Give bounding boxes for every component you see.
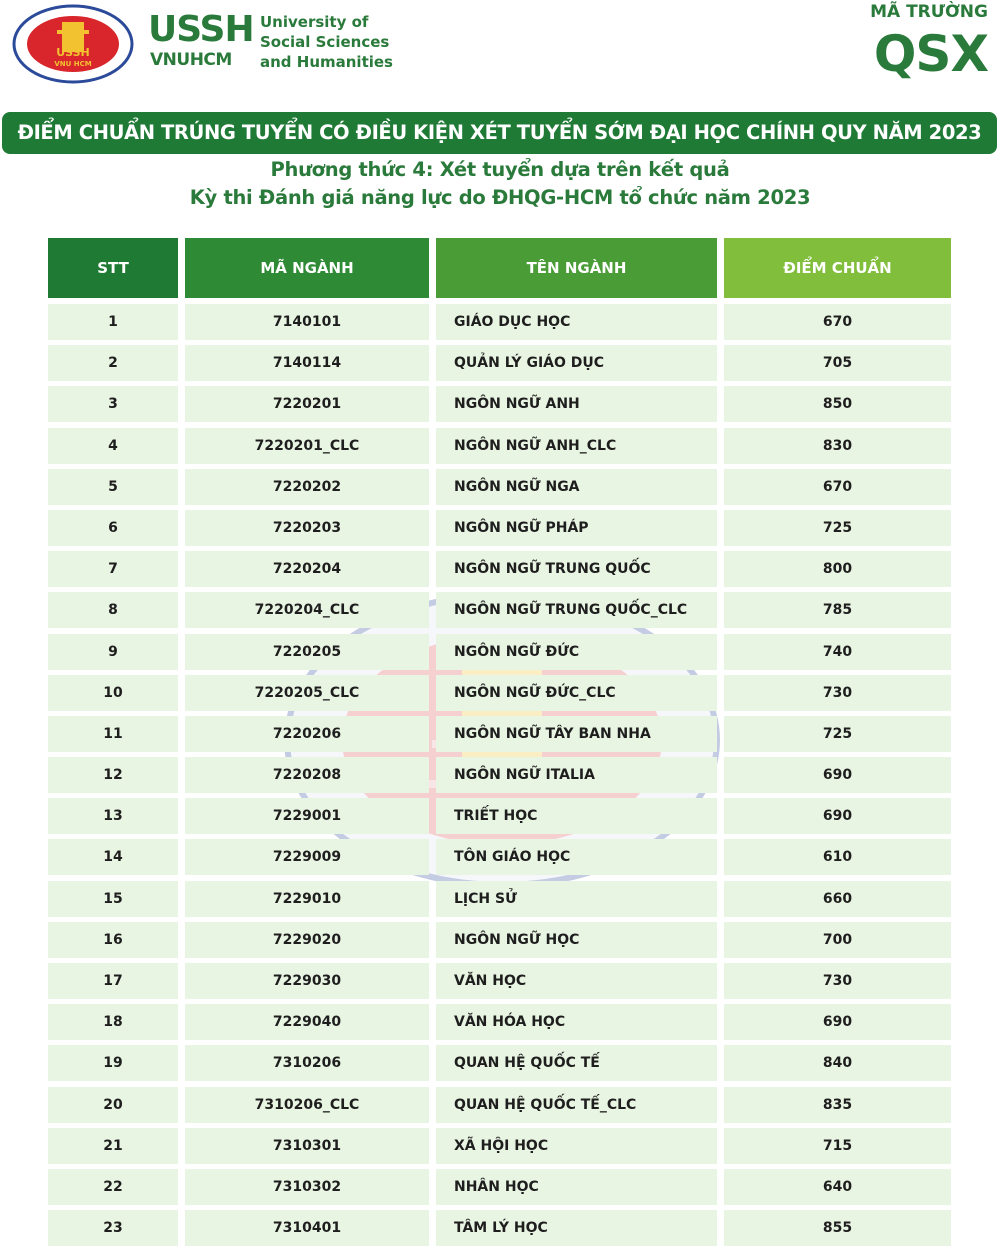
cell-score: 840 [724, 1045, 951, 1081]
cell-major: NGÔN NGỮ ANH_CLC [436, 428, 717, 464]
cell-score: 690 [724, 1004, 951, 1040]
cell-score: 730 [724, 675, 951, 711]
cell-score: 830 [724, 428, 951, 464]
cell-major: QUAN HỆ QUỐC TẾ [436, 1045, 717, 1081]
cell-stt: 8 [48, 592, 178, 628]
table-row [48, 345, 951, 386]
cell-stt: 11 [48, 716, 178, 752]
table-row [48, 1045, 951, 1086]
cell-code: 7310302 [185, 1169, 429, 1205]
cell-stt: 10 [48, 675, 178, 711]
cell-code: 7140101 [185, 304, 429, 340]
table-row [48, 386, 951, 427]
cell-stt: 5 [48, 469, 178, 505]
cell-major: NGÔN NGỮ ĐỨC_CLC [436, 675, 717, 711]
cell-stt: 12 [48, 757, 178, 793]
cell-major: NGÔN NGỮ ĐỨC [436, 634, 717, 670]
table-row [48, 1004, 951, 1045]
cell-code: 7220202 [185, 469, 429, 505]
page-title-banner: ĐIỂM CHUẨN TRÚNG TUYỂN CÓ ĐIỀU KIỆN XÉT TUYỂN SỚM ĐẠI HỌC CHÍNH QUY NĂM 2023 [2, 112, 997, 154]
table-row [48, 592, 951, 633]
cell-score: 725 [724, 716, 951, 752]
cell-stt: 14 [48, 839, 178, 875]
cell-score: 850 [724, 386, 951, 422]
cell-score: 690 [724, 798, 951, 834]
cell-stt: 1 [48, 304, 178, 340]
cell-code: 7220203 [185, 510, 429, 546]
cell-stt: 15 [48, 881, 178, 917]
cell-score: 855 [724, 1210, 951, 1246]
column-header-stt: STT [48, 238, 178, 298]
cell-major: NGÔN NGỮ HỌC [436, 922, 717, 958]
cell-major: NGÔN NGỮ TRUNG QUỐC [436, 551, 717, 587]
cell-major: XÃ HỘI HỌC [436, 1128, 717, 1164]
cell-code: 7140114 [185, 345, 429, 381]
cell-score: 640 [724, 1169, 951, 1205]
svg-text:VNU HCM: VNU HCM [54, 60, 92, 68]
cell-score: 835 [724, 1087, 951, 1123]
table-row [48, 1210, 951, 1249]
cell-major: NGÔN NGỮ TÂY BAN NHA [436, 716, 717, 752]
cell-stt: 6 [48, 510, 178, 546]
cell-stt: 2 [48, 345, 178, 381]
cell-score: 715 [724, 1128, 951, 1164]
cell-score: 670 [724, 304, 951, 340]
svg-text:USSH: USSH [56, 46, 90, 59]
cell-score: 700 [724, 922, 951, 958]
table-row [48, 551, 951, 592]
subtitle-line-1: Phương thức 4: Xét tuyển dựa trên kết quả [270, 158, 730, 181]
cell-score: 610 [724, 839, 951, 875]
table-row [48, 304, 951, 345]
cell-score: 725 [724, 510, 951, 546]
cell-major: QUAN HỆ QUỐC TẾ_CLC [436, 1087, 717, 1123]
cell-code: 7220205_CLC [185, 675, 429, 711]
table-row [48, 634, 951, 675]
cell-major: GIÁO DỤC HỌC [436, 304, 717, 340]
cell-major: TÔN GIÁO HỌC [436, 839, 717, 875]
cell-score: 660 [724, 881, 951, 917]
cell-code: 7220204_CLC [185, 592, 429, 628]
table-row [48, 1169, 951, 1210]
cell-major: QUẢN LÝ GIÁO DỤC [436, 345, 717, 381]
table-row [48, 1087, 951, 1128]
university-seal-logo [12, 4, 134, 84]
cell-code: 7229040 [185, 1004, 429, 1040]
cell-score: 705 [724, 345, 951, 381]
brand-sub: VNUHCM [150, 50, 232, 70]
cell-code: 7220208 [185, 757, 429, 793]
table-row [48, 428, 951, 469]
table-row [48, 881, 951, 922]
cell-stt: 17 [48, 963, 178, 999]
table-header [48, 238, 951, 298]
cell-major: VĂN HÓA HỌC [436, 1004, 717, 1040]
cell-code: 7310206_CLC [185, 1087, 429, 1123]
cell-major: NGÔN NGỮ TRUNG QUỐC_CLC [436, 592, 717, 628]
school-code: QSX [873, 25, 988, 83]
table-row [48, 963, 951, 1004]
cell-major: VĂN HỌC [436, 963, 717, 999]
cell-major: NGÔN NGỮ PHÁP [436, 510, 717, 546]
cell-major: NGÔN NGỮ ANH [436, 386, 717, 422]
table-row [48, 922, 951, 963]
cell-stt: 18 [48, 1004, 178, 1040]
cell-stt: 23 [48, 1210, 178, 1246]
cell-code: 7220201 [185, 386, 429, 422]
cell-stt: 7 [48, 551, 178, 587]
cell-code: 7229020 [185, 922, 429, 958]
cell-code: 7220204 [185, 551, 429, 587]
cell-code: 7229030 [185, 963, 429, 999]
cell-stt: 19 [48, 1045, 178, 1081]
cell-stt: 4 [48, 428, 178, 464]
cell-code: 7310301 [185, 1128, 429, 1164]
cell-code: 7220205 [185, 634, 429, 670]
table-row [48, 675, 951, 716]
table-row [48, 839, 951, 880]
cell-stt: 3 [48, 386, 178, 422]
cell-major: TRIẾT HỌC [436, 798, 717, 834]
cell-major: NHÂN HỌC [436, 1169, 717, 1205]
cell-stt: 13 [48, 798, 178, 834]
cell-score: 800 [724, 551, 951, 587]
cell-score: 740 [724, 634, 951, 670]
cell-code: 7310401 [185, 1210, 429, 1246]
cell-major: NGÔN NGỮ NGA [436, 469, 717, 505]
table-row [48, 757, 951, 798]
cell-stt: 16 [48, 922, 178, 958]
cell-code: 7229001 [185, 798, 429, 834]
brand-line-1: University of [260, 13, 369, 31]
table-row [48, 798, 951, 839]
table-row [48, 469, 951, 510]
column-header-score: ĐIỂM CHUẨN [724, 238, 951, 298]
column-header-code: MÃ NGÀNH [185, 238, 429, 298]
cell-code: 7220206 [185, 716, 429, 752]
cell-score: 670 [724, 469, 951, 505]
cell-code: 7229010 [185, 881, 429, 917]
table-row [48, 510, 951, 551]
cell-major: LỊCH SỬ [436, 881, 717, 917]
cell-stt: 21 [48, 1128, 178, 1164]
cell-score: 730 [724, 963, 951, 999]
column-header-major: TÊN NGÀNH [436, 238, 717, 298]
school-code-label: MÃ TRƯỜNG [870, 2, 988, 22]
cell-stt: 9 [48, 634, 178, 670]
table-row [48, 1128, 951, 1169]
cell-code: 7229009 [185, 839, 429, 875]
table-row [48, 716, 951, 757]
brand-english-name [260, 12, 460, 72]
brand-line-3: and Humanities [260, 53, 393, 71]
cell-major: NGÔN NGỮ ITALIA [436, 757, 717, 793]
cell-code: 7220201_CLC [185, 428, 429, 464]
subtitle-line-2: Kỳ thi Đánh giá năng lực do ĐHQG-HCM tổ chức năm 2023 [189, 186, 811, 209]
cell-score: 785 [724, 592, 951, 628]
brand-line-2: Social Sciences [260, 33, 390, 51]
brand-short: USSH [148, 9, 254, 50]
cell-score: 690 [724, 757, 951, 793]
cell-major: TÂM LÝ HỌC [436, 1210, 717, 1246]
cell-stt: 22 [48, 1169, 178, 1205]
table-body [48, 304, 951, 1249]
cell-stt: 20 [48, 1087, 178, 1123]
cell-code: 7310206 [185, 1045, 429, 1081]
